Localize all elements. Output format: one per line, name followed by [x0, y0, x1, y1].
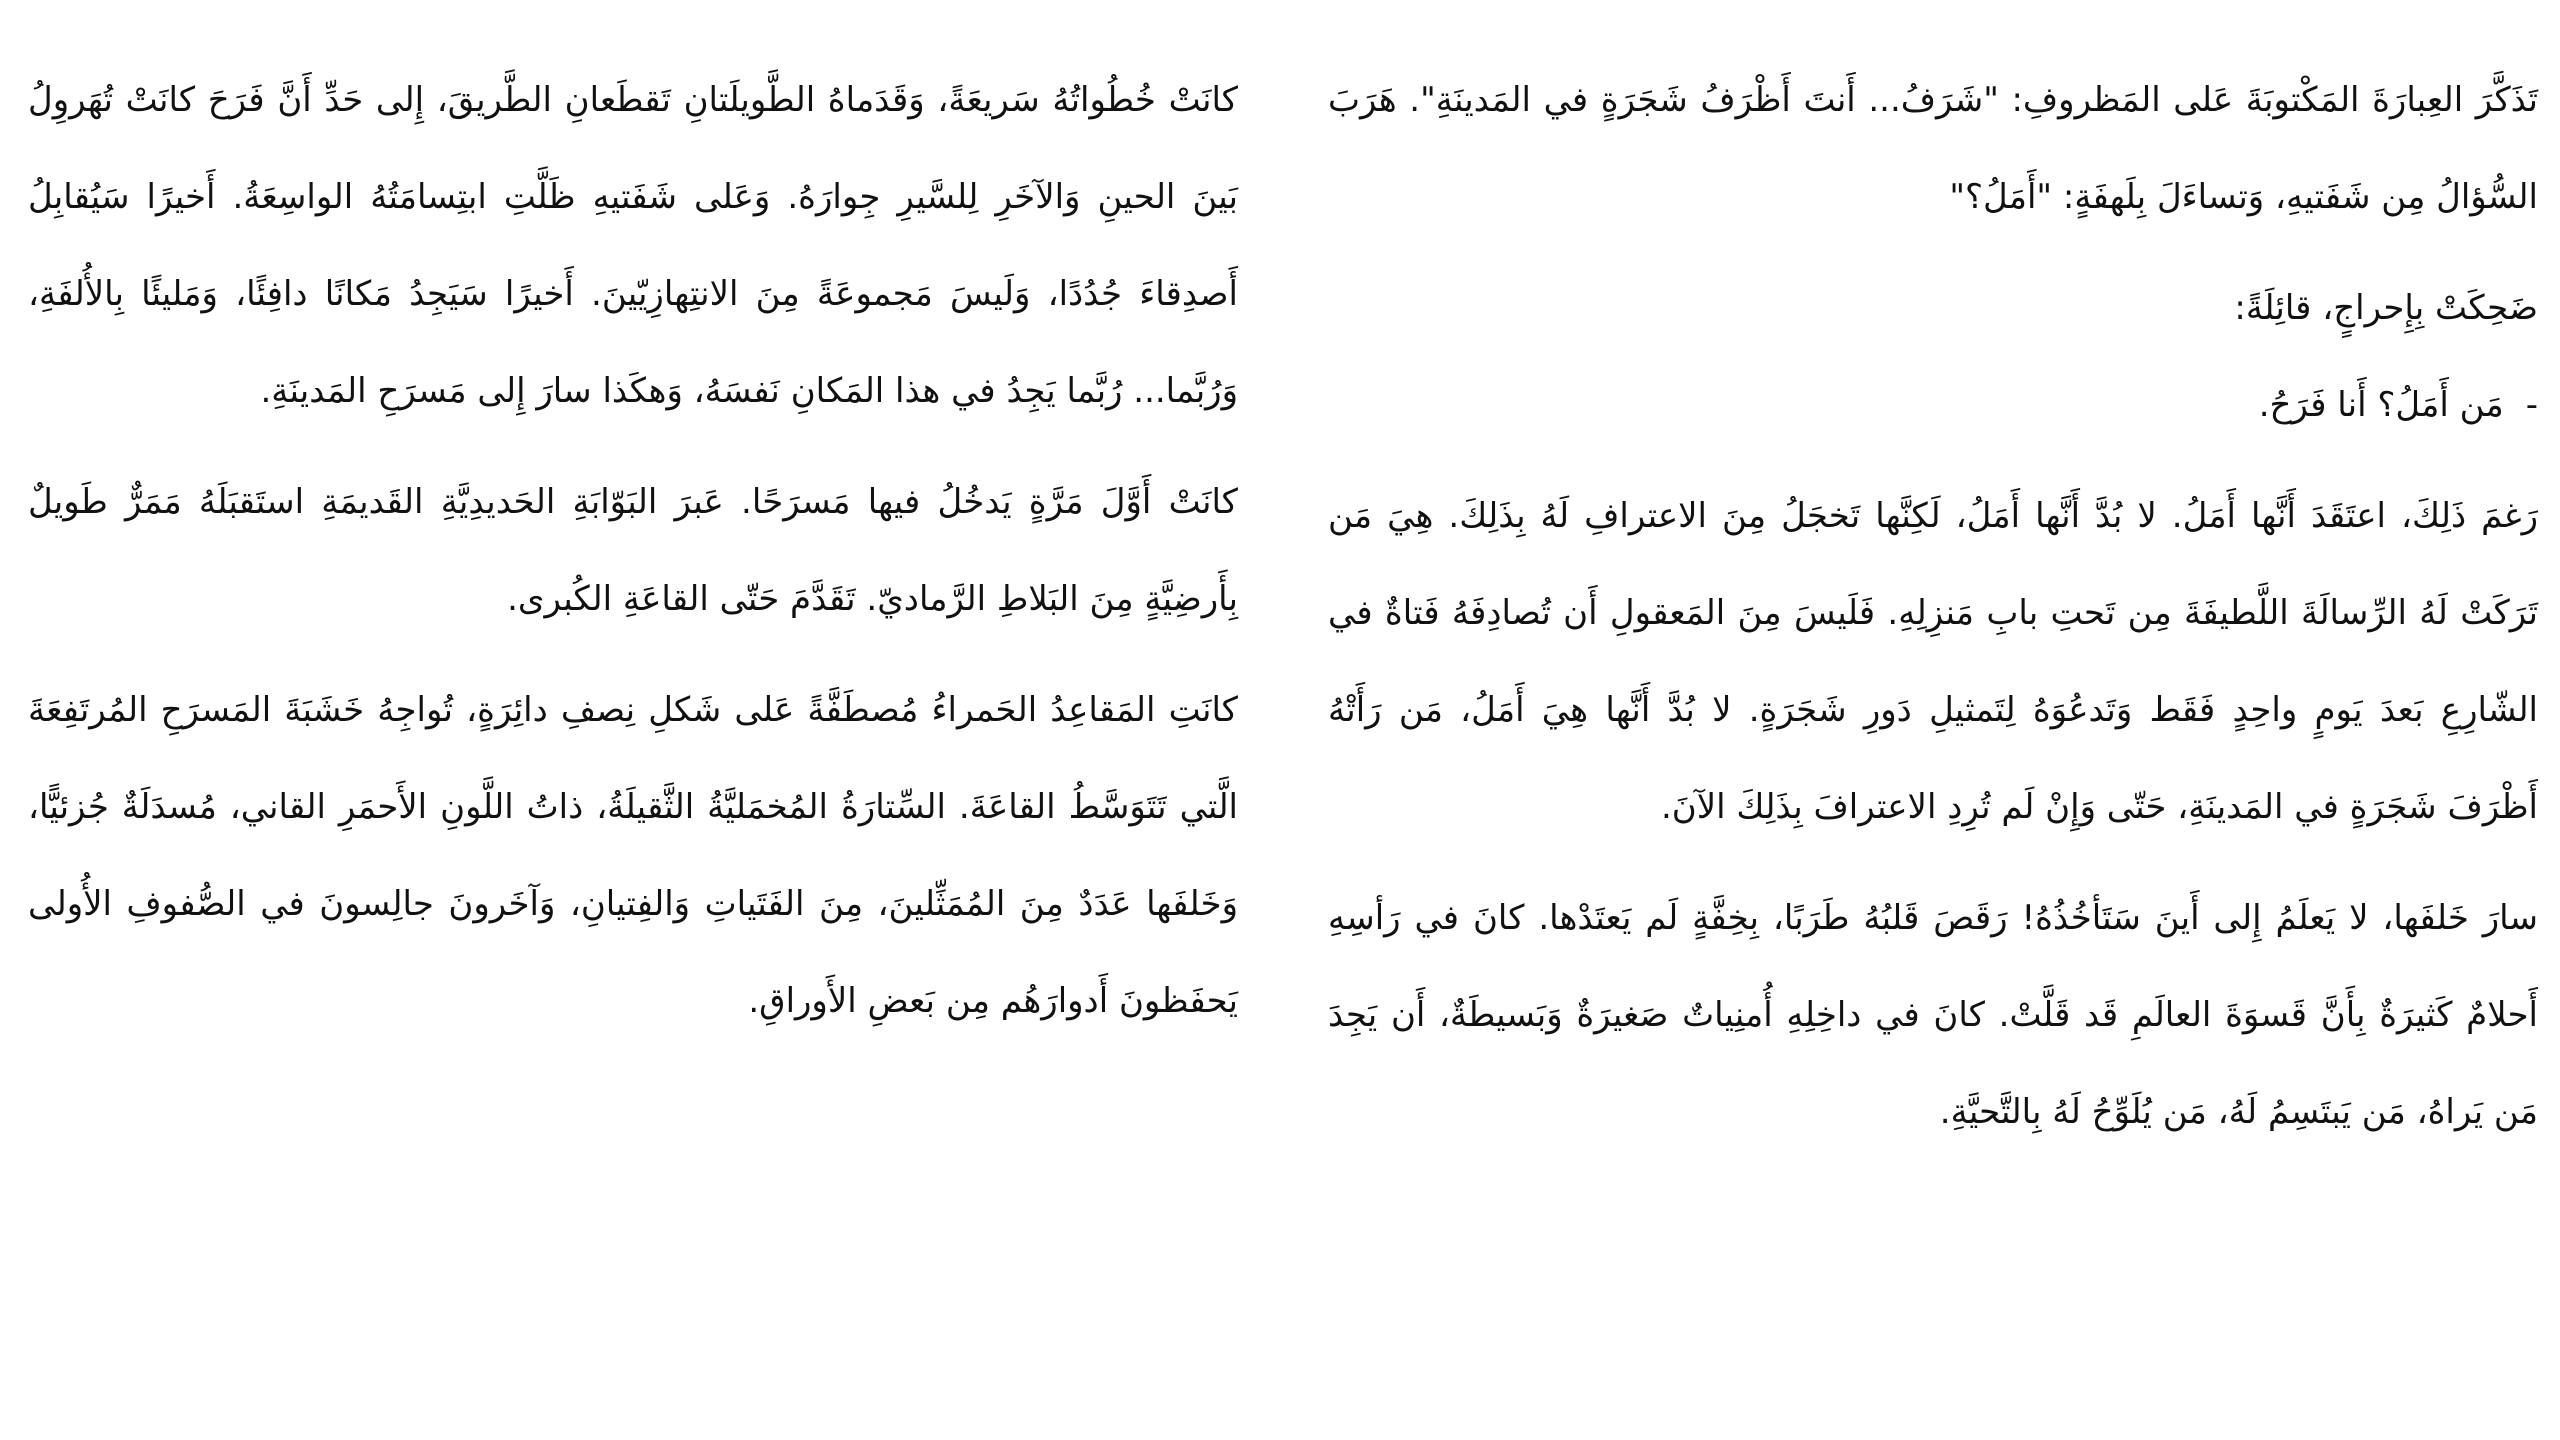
paragraph-laugh: ضَحِكَتْ بِإِحراجٍ، قائِلَةً:	[2234, 288, 2538, 328]
dialogue-dash: -	[2525, 385, 2538, 425]
paragraph-theater: كانَتْ أَوَّلَ مَرَّةٍ يَدخُلُ فيها مَسرَحًا. عَبرَ البَوّابَةِ الحَديدِيَّةِ القَديمَةِ استَقبَلَهُ مَمَرٌّ طَويلٌ بِأَرضِيَّةٍ مِنَ البَلاطِ الرَّماديّ. تَقَدَّمَ حَتّى القاعَةِ الكُبرى.	[28, 482, 1238, 619]
paragraph-seats: كانَتِ المَقاعِدُ الحَمراءُ مُصطَفَّةً عَلى شَكلِ نِصفِ دائِرَةٍ، تُواجِهُ خَشَبَةَ المَسرَحِ المُرتَفِعَةَ الَّتي تَتَوَسَّطُ القاعَةَ. السِّتارَةُ المُخمَليَّةُ الثَّقيلَةُ، ذاتُ اللَّونِ الأَحمَرِ القاني، مُسدَلَةٌ جُزئيًّا، وَخَلفَها عَدَدٌ مِنَ المُمَثِّلينَ، مِنَ الفَتَياتِ وَالفِتيانِ، وَآخَرونَ جالِسونَ في الصُّفوفِ الأُولى يَحفَظونَ أَدوارَهُم مِن بَعضِ الأَوراقِ.	[28, 690, 1238, 1021]
paragraph-walking: سارَ خَلفَها، لا يَعلَمُ إِلى أَينَ سَتَأخُذُهُ! رَقَصَ قَلبُهُ طَرَبًا، بِخِفَّةٍ لَم يَعتَدْها. كانَ في رَأسِهِ أَحلامٌ كَثيرَةٌ بِأَنَّ قَسوَةَ العالَمِ قَد قَلَّتْ. كانَ في داخِلِهِ أُمنِياتٌ صَغيرَةٌ وَبَسيطَةٌ، أَن يَجِدَ مَن يَراهُ، مَن يَبتَسِمُ لَهُ، مَن يُلَوِّحُ لَهُ بِالتَّحيَّةِ.	[1328, 898, 2538, 1132]
paragraph-envelope: تَذَكَّرَ العِبارَةَ المَكْتوبَةَ عَلى المَظروفِ: "شَرَفُ... أَنتَ أَظْرَفُ شَجَرَةٍ في المَدينَةِ". هَرَبَ السُّؤالُ مِن شَفَتيهِ، وَتساءَلَ بِلَهفَةٍ: "أَمَلُ؟"	[1328, 80, 2538, 217]
paragraph-belief: رَغمَ ذَلِكَ، اعتَقَدَ أَنَّها أَمَلُ. لا بُدَّ أَنَّها أَمَلُ، لَكِنَّها تَخجَلُ مِنَ الاعترافِ لَهُ بِذَلِكَ. هِيَ مَن تَرَكَتْ لَهُ الرِّسالَةَ اللَّطيفَةَ مِن تَحتِ بابِ مَنزِلِهِ. فَلَيسَ مِنَ المَعقولِ أَن تُصادِفَهُ فَتاةٌ في الشّارِعِ بَعدَ يَومٍ واحِدٍ فَقَط وَتَدعُوَهُ لِتَمثيلِ دَورِ شَجَرَةٍ. لا بُدَّ أَنَّها هِيَ أَمَلُ، مَن رَأَتْهُ أَظْرَفَ شَجَرَةٍ في المَدينَةِ، حَتّى وَإِنْ لَم تُرِدِ الاعترافَ بِذَلِكَ الآنَ.	[1328, 496, 2538, 827]
left-column	[28, 52, 1238, 1064]
right-column	[1328, 52, 2538, 1175]
dialogue-line	[1328, 357, 2538, 454]
paragraph-steps: كانَتْ خُطُواتُهُ سَريعَةً، وَقَدَماهُ الطَّويلَتانِ تَقطَعانِ الطَّريقَ، إِلى حَدِّ أَنَّ فَرَحَ كانَتْ تُهَروِلُ بَينَ الحينِ وَالآخَرِ لِلسَّيرِ جِوارَهُ. وَعَلى شَفَتيهِ ظَلَّتِ ابتِسامَتُهُ الواسِعَةُ. أَخيرًا سَيُقابِلُ أَصدِقاءَ جُدُدًا، وَلَيسَ مَجموعَةً مِنَ الانتِهازِيّينَ. أَخيرًا سَيَجِدُ مَكانًا دافِئًا، وَمَليئًا بِالأُلفَةِ، وَرُبَّما... رُبَّما يَجِدُ في هذا المَكانِ نَفسَهُ، وَهكَذا سارَ إِلى مَسرَحِ المَدينَةِ.	[28, 80, 1238, 411]
dialogue-text: مَن أَمَلُ؟ أَنا فَرَحُ.	[2258, 385, 2504, 425]
